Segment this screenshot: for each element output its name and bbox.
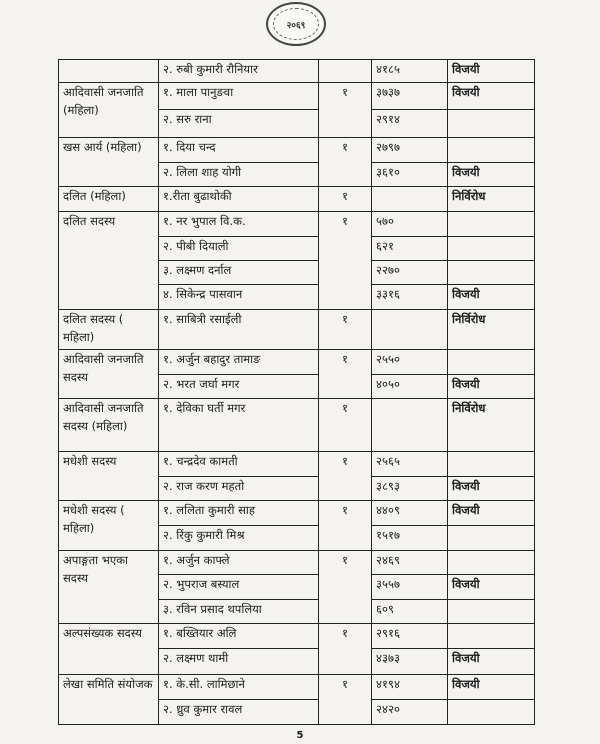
candidate-name: १. के.सी. लामिछाने bbox=[159, 675, 319, 700]
result-status: विजयी bbox=[448, 83, 535, 110]
vote-count bbox=[372, 399, 448, 452]
result-status: विजयी bbox=[448, 375, 535, 399]
result-status bbox=[448, 600, 535, 624]
table-row bbox=[59, 452, 535, 477]
category-label: दलित (महिला) bbox=[63, 189, 126, 203]
result-status bbox=[448, 261, 535, 285]
vote-count: ३३१६ bbox=[372, 285, 448, 310]
seat-count: १ bbox=[319, 83, 372, 138]
candidate-name: २. ध्रुव कुमार रावल bbox=[159, 700, 319, 725]
table-row bbox=[59, 399, 535, 452]
vote-count: २५६५ bbox=[372, 452, 448, 477]
candidate-name: २. राज करण महतो bbox=[159, 477, 319, 501]
category-cell bbox=[59, 83, 159, 138]
result-status: विजयी bbox=[448, 501, 535, 526]
vote-count: २७९७ bbox=[372, 138, 448, 163]
vote-count bbox=[372, 310, 448, 350]
vote-count: २५५० bbox=[372, 350, 448, 375]
vote-count: ४१९४ bbox=[372, 675, 448, 700]
vote-count: ६०९ bbox=[372, 600, 448, 624]
category-label: लेखा समिति संयोजक bbox=[63, 677, 153, 691]
category-cell bbox=[59, 399, 159, 452]
candidate-name: १. अर्जुन बहादुर तामाङ bbox=[159, 350, 319, 375]
candidate-name: १. माला पानुङवा bbox=[159, 83, 319, 110]
category-label: खस आर्य (महिला) bbox=[63, 140, 142, 154]
result-status bbox=[448, 624, 535, 649]
vote-count: ४४०९ bbox=[372, 501, 448, 526]
table-row bbox=[59, 60, 535, 83]
candidate-name: १. बख्तियार अलि bbox=[159, 624, 319, 649]
table-row bbox=[59, 551, 535, 575]
candidate-name: १.रीता बुढाथोकी bbox=[159, 187, 319, 212]
vote-count: २९१४ bbox=[372, 110, 448, 138]
table-row bbox=[59, 624, 535, 649]
table-row bbox=[59, 350, 535, 375]
result-status bbox=[448, 700, 535, 725]
vote-count: २४२० bbox=[372, 700, 448, 725]
category-label: दलित सदस्य bbox=[63, 214, 116, 228]
vote-count: २४६९ bbox=[372, 551, 448, 575]
candidate-name: २. भरत जर्घा मगर bbox=[159, 375, 319, 399]
candidate-name: ३. लक्ष्मण दर्नाल bbox=[159, 261, 319, 285]
result-status bbox=[448, 237, 535, 261]
candidate-name: १. अर्जुन काफ्ले bbox=[159, 551, 319, 575]
table-row bbox=[59, 675, 535, 700]
vote-count: ४०५० bbox=[372, 375, 448, 399]
category-label: दलित सदस्य ( महिला) bbox=[63, 312, 124, 344]
category-cell bbox=[59, 138, 159, 187]
candidate-name: ४. सिकेन्द्र पासवान bbox=[159, 285, 319, 310]
category-cell bbox=[59, 212, 159, 310]
vote-count: ४३७३ bbox=[372, 649, 448, 675]
table-row bbox=[59, 187, 535, 212]
candidate-name: १. ललिता कुमारी साह bbox=[159, 501, 319, 526]
office-seal bbox=[266, 2, 326, 46]
category-cell bbox=[59, 60, 159, 83]
result-status bbox=[448, 452, 535, 477]
category-label: अपाङ्गता भएका सदस्य bbox=[63, 553, 129, 585]
seat-count: १ bbox=[319, 138, 372, 187]
seat-count: १ bbox=[319, 501, 372, 551]
category-label: आदिवासी जनजाति सदस्य bbox=[63, 352, 144, 384]
candidate-name: १. साबित्री रसाईली bbox=[159, 310, 319, 350]
result-status: विजयी bbox=[448, 675, 535, 700]
category-cell bbox=[59, 675, 159, 725]
candidate-name: १. चन्द्रदेव कामती bbox=[159, 452, 319, 477]
seat-count: १ bbox=[319, 551, 372, 624]
seat-count: १ bbox=[319, 310, 372, 350]
table-row bbox=[59, 501, 535, 526]
seat-count: १ bbox=[319, 675, 372, 725]
candidate-name: ३. रविन प्रसाद थपलिया bbox=[159, 600, 319, 624]
candidate-name: १. नर भुपाल वि.क. bbox=[159, 212, 319, 237]
result-status bbox=[448, 110, 535, 138]
vote-count: ३६१० bbox=[372, 163, 448, 187]
vote-count: २२७० bbox=[372, 261, 448, 285]
seat-count: १ bbox=[319, 212, 372, 310]
seat-count: १ bbox=[319, 187, 372, 212]
candidate-name: १. दिया चन्द bbox=[159, 138, 319, 163]
result-status: विजयी bbox=[448, 649, 535, 675]
candidate-name: २. पीबी दियाली bbox=[159, 237, 319, 261]
vote-count: ५७० bbox=[372, 212, 448, 237]
vote-count: ४१८५ bbox=[372, 60, 448, 83]
result-status: विजयी bbox=[448, 60, 535, 83]
vote-count: २९१६ bbox=[372, 624, 448, 649]
candidate-name: २. रिंकु कुमारी मिश्र bbox=[159, 526, 319, 551]
category-cell bbox=[59, 501, 159, 551]
page-number: 5 bbox=[296, 730, 304, 741]
candidate-name: १. देविका घर्ती मगर bbox=[159, 399, 319, 452]
result-status bbox=[448, 138, 535, 163]
seat-count: १ bbox=[319, 399, 372, 452]
vote-count: ३८९३ bbox=[372, 477, 448, 501]
result-status bbox=[448, 526, 535, 551]
candidate-name: २. सरु राना bbox=[159, 110, 319, 138]
table-row bbox=[59, 83, 535, 110]
seat-count: १ bbox=[319, 452, 372, 501]
category-label: आदिवासी जनजाति सदस्य (महिला) bbox=[63, 401, 144, 433]
result-status: विजयी bbox=[448, 477, 535, 501]
seat-count bbox=[319, 60, 372, 83]
vote-count: १५१७ bbox=[372, 526, 448, 551]
result-status: निर्विरोध bbox=[448, 310, 535, 350]
seat-count: १ bbox=[319, 624, 372, 675]
result-status bbox=[448, 212, 535, 237]
candidate-name: २. रुबी कुमारी रौनियार bbox=[159, 60, 319, 83]
election-results-table bbox=[58, 59, 535, 725]
category-cell bbox=[59, 624, 159, 675]
table-row bbox=[59, 310, 535, 350]
table-row bbox=[59, 212, 535, 237]
category-label: आदिवासी जनजाति (महिला) bbox=[63, 85, 144, 117]
category-label: मधेशी सदस्य ( महिला) bbox=[63, 503, 125, 535]
category-cell bbox=[59, 187, 159, 212]
vote-count: ६२१ bbox=[372, 237, 448, 261]
vote-count bbox=[372, 187, 448, 212]
category-label: मधेशी सदस्य bbox=[63, 454, 117, 468]
candidate-name: २. लक्ष्मण थामी bbox=[159, 649, 319, 675]
vote-count: ३७३७ bbox=[372, 83, 448, 110]
result-status bbox=[448, 350, 535, 375]
seal-year: २०६९ bbox=[286, 20, 306, 31]
candidate-name: २. भुपराज बस्याल bbox=[159, 575, 319, 600]
category-cell bbox=[59, 452, 159, 501]
vote-count: ३५५७ bbox=[372, 575, 448, 600]
table-row bbox=[59, 138, 535, 163]
result-status: निर्विरोध bbox=[448, 399, 535, 452]
category-cell bbox=[59, 350, 159, 399]
result-status: विजयी bbox=[448, 163, 535, 187]
seat-count: १ bbox=[319, 350, 372, 399]
result-status: विजयी bbox=[448, 575, 535, 600]
category-cell bbox=[59, 551, 159, 624]
result-status: विजयी bbox=[448, 285, 535, 310]
candidate-name: २. लिला शाह योगी bbox=[159, 163, 319, 187]
result-status: निर्विरोध bbox=[448, 187, 535, 212]
result-status bbox=[448, 551, 535, 575]
category-label: अल्पसंख्यक सदस्य bbox=[63, 626, 142, 640]
category-cell bbox=[59, 310, 159, 350]
